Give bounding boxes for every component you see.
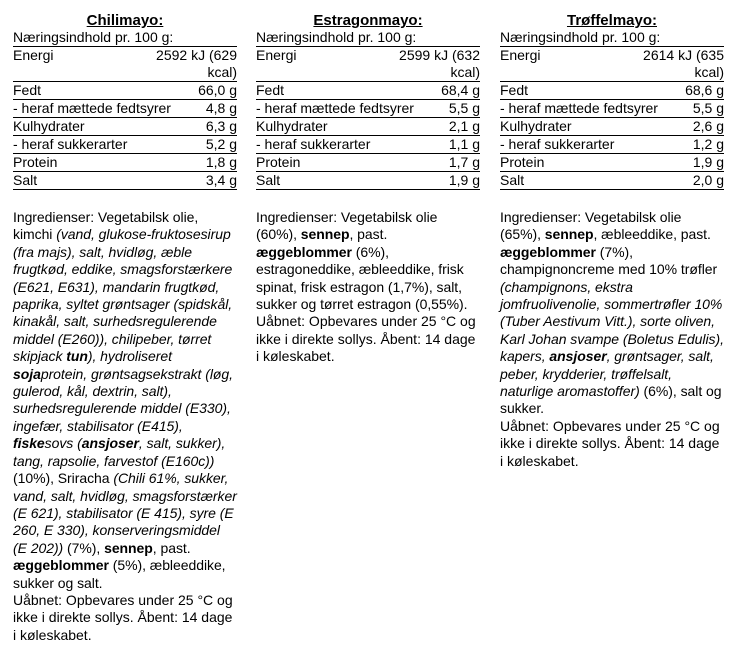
ingredient-segment: soja <box>13 365 41 382</box>
ingredient-segment: Ingredienser: Vegetabilsk olie (60%), <box>256 209 438 243</box>
product-title: Estragonmayo: <box>313 12 423 29</box>
nutrition-row <box>500 47 724 82</box>
product-column-troffelmayo <box>500 12 724 470</box>
ingredient-segment: sovs ( <box>44 435 82 452</box>
nutrient-value: 68,4 g <box>441 82 480 98</box>
nutrient-value: 2,0 g <box>692 172 724 188</box>
ingredient-segment: æggeblommer <box>13 557 109 574</box>
ingredient-segment: sennep <box>544 226 594 243</box>
nutrition-header: Næringsindhold pr. 100 g: <box>500 29 724 47</box>
storage-text: Uåbnet: Opbevares under 25 °C og ikke i direkte sollys. Åbent: 14 dage i køleskabet. <box>500 417 720 469</box>
ingredient-segment: (7%), <box>63 539 105 556</box>
ingredient-segment: (vand, glukose-fruktosesirup (fra majs), salt, hvidløg, æble frugtkød, eddike, smagsforstærkere (E621, E631), mandarin frugtkød, paprika, syltet grøntsager (spidskål, kinakål, salt, surhedsregulerende middel (E260)), chilipeber, tørret skipjack <box>13 226 233 365</box>
nutrition-header: Næringsindhold pr. 100 g: <box>256 29 480 47</box>
nutrient-value: 2599 kJ (632 kcal) <box>399 47 480 80</box>
ingredient-segment: (Chili 61%, sukker, vand, salt, hvidløg, smagsforstærker (E 621), stabilisator (E 415), syre (E 260, E 330), konserveringsmiddel (E 202)) <box>13 470 237 556</box>
ingredients-text <box>13 209 237 592</box>
nutrient-label: Fedt <box>13 82 42 98</box>
nutrient-label: Energi <box>500 47 541 63</box>
ingredient-segment: Ingredienser: Vegetabilsk olie, kimchi <box>13 209 199 243</box>
nutrient-label: Energi <box>13 47 54 63</box>
ingredient-segment: ansjoser <box>81 435 139 452</box>
nutrition-row <box>256 118 480 136</box>
nutrition-row <box>13 100 237 118</box>
product-column-estragonmayo <box>256 12 480 366</box>
ingredient-segment: (6%), estragoneddike, æbleeddike, frisk spinat, frisk estragon (1,7%), salt, sukker og tørret estragon (0,55%). <box>256 243 468 313</box>
nutrition-header: Næringsindhold pr. 100 g: <box>13 29 237 47</box>
ingredient-segment: (10%), Sriracha <box>13 470 114 487</box>
nutrition-row <box>500 82 724 100</box>
nutrient-value: 1,8 g <box>205 154 237 170</box>
nutrient-value: 2,6 g <box>692 118 724 134</box>
nutrition-row <box>256 172 480 190</box>
nutrition-row <box>256 100 480 118</box>
nutrition-row <box>500 172 724 190</box>
ingredient-segment: Ingredienser: Vegetabilsk olie (65%), <box>500 209 682 243</box>
nutrient-label: Fedt <box>256 82 285 98</box>
nutrient-value: 3,4 g <box>205 172 237 188</box>
ingredient-segment: (champignons, ekstra jomfruolivenolie, sommertrøfler 10% (Tuber Aestivum Vitt.), sorte oliven, Karl Johan svampe (Boletus Edulis), kapers, <box>500 278 724 365</box>
ingredient-segment: , æbleeddike, past. <box>593 226 711 243</box>
nutrient-label: Kulhydrater <box>256 118 328 134</box>
nutrition-row <box>13 47 237 82</box>
nutrition-row <box>13 154 237 172</box>
nutrient-value: 66,0 g <box>198 82 237 98</box>
nutrition-row <box>256 136 480 154</box>
ingredient-segment: , grøntsager, salt, peber, krydderier, trøffelsalt, naturlige aromastoffer) <box>500 348 714 400</box>
nutrient-label: Protein <box>500 154 545 170</box>
ingredient-segment: , salt, sukker), tang, rapsolie, farvestof (E160c)) <box>13 435 226 469</box>
ingredients-text <box>256 209 480 313</box>
product-title: Trøffelmayo: <box>566 12 657 29</box>
nutrition-row <box>500 136 724 154</box>
nutrition-row <box>256 154 480 172</box>
ingredient-segment: sennep <box>104 539 153 556</box>
nutrition-row <box>256 47 480 82</box>
nutrition-row <box>256 82 480 100</box>
ingredient-segment: fiske <box>13 435 45 452</box>
nutrient-label: Kulhydrater <box>13 118 85 134</box>
nutrient-label: Fedt <box>500 82 529 98</box>
nutrient-label: Protein <box>13 154 58 170</box>
nutrient-label: Energi <box>256 47 297 63</box>
nutrient-value: 1,7 g <box>448 154 480 170</box>
nutrient-value: 1,1 g <box>448 136 480 152</box>
nutrient-label: - heraf sukkerarter <box>256 136 371 152</box>
nutrient-label: Salt <box>256 172 281 188</box>
nutrient-label: - heraf sukkerarter <box>500 136 615 152</box>
ingredient-segment: , past. <box>349 226 388 243</box>
nutrient-value: 5,5 g <box>692 100 724 116</box>
product-title: Chilimayo: <box>86 12 164 29</box>
ingredient-segment: (7%), champignoncreme med 10% trøfler <box>500 243 718 278</box>
nutrition-row <box>500 118 724 136</box>
nutrient-value: 1,9 g <box>448 172 480 188</box>
ingredient-segment: ansjoser <box>549 348 607 365</box>
nutrient-label: - heraf sukkerarter <box>13 136 128 152</box>
nutrient-label: Kulhydrater <box>500 118 572 134</box>
nutrition-row <box>13 118 237 136</box>
ingredient-segment: , past. <box>152 539 191 556</box>
nutrient-label: Salt <box>500 172 525 188</box>
nutrient-label: - heraf mættede fedtsyrer <box>13 100 171 116</box>
nutrient-value: 5,5 g <box>448 100 480 116</box>
product-column-chilimayo <box>13 12 237 644</box>
ingredient-segment: ), hydroliseret <box>87 348 172 365</box>
nutrition-row <box>13 172 237 190</box>
nutrition-row <box>500 154 724 172</box>
ingredient-segment: sennep <box>300 226 350 243</box>
ingredient-segment: protein, grøntsagsekstrakt (løg, gulerod, kål, dextrin, salt), surhedsregulerende middel (E330), ingefær, stabilisator (E415), <box>13 365 233 434</box>
nutrition-row <box>500 100 724 118</box>
nutrient-value: 1,9 g <box>692 154 724 170</box>
nutrient-value: 68,6 g <box>685 82 724 98</box>
storage-text: Uåbnet: Opbevares under 25 °C og ikke i direkte sollys. Åbent: 14 dage i køleskabet. <box>256 313 476 365</box>
nutrient-value: 1,2 g <box>692 136 724 152</box>
ingredient-segment: (5%), æbleeddike, sukker og salt. <box>13 557 226 591</box>
nutrient-label: - heraf mættede fedtsyrer <box>500 100 658 116</box>
nutrient-value: 6,3 g <box>205 118 237 134</box>
ingredients-text <box>500 209 724 418</box>
ingredient-segment: æggeblommer <box>256 243 352 260</box>
nutrition-row <box>13 82 237 100</box>
nutrient-value: 4,8 g <box>205 100 237 116</box>
nutrition-row <box>13 136 237 154</box>
nutrient-value: 2614 kJ (635 kcal) <box>643 47 724 80</box>
storage-text: Uåbnet: Opbevares under 25 °C og ikke i direkte sollys. Åbent: 14 dage i køleskabet. <box>13 591 233 643</box>
nutrient-value: 2592 kJ (629 kcal) <box>156 47 237 80</box>
nutrient-label: Protein <box>256 154 301 170</box>
nutrient-label: Salt <box>13 172 38 188</box>
ingredient-segment: (6%), salt og sukker. <box>500 383 722 417</box>
nutrient-value: 5,2 g <box>205 136 237 152</box>
ingredient-segment: tun <box>66 348 88 365</box>
nutrient-label: - heraf mættede fedtsyrer <box>256 100 414 116</box>
nutrient-value: 2,1 g <box>448 118 480 134</box>
ingredient-segment: æggeblommer <box>500 243 596 260</box>
